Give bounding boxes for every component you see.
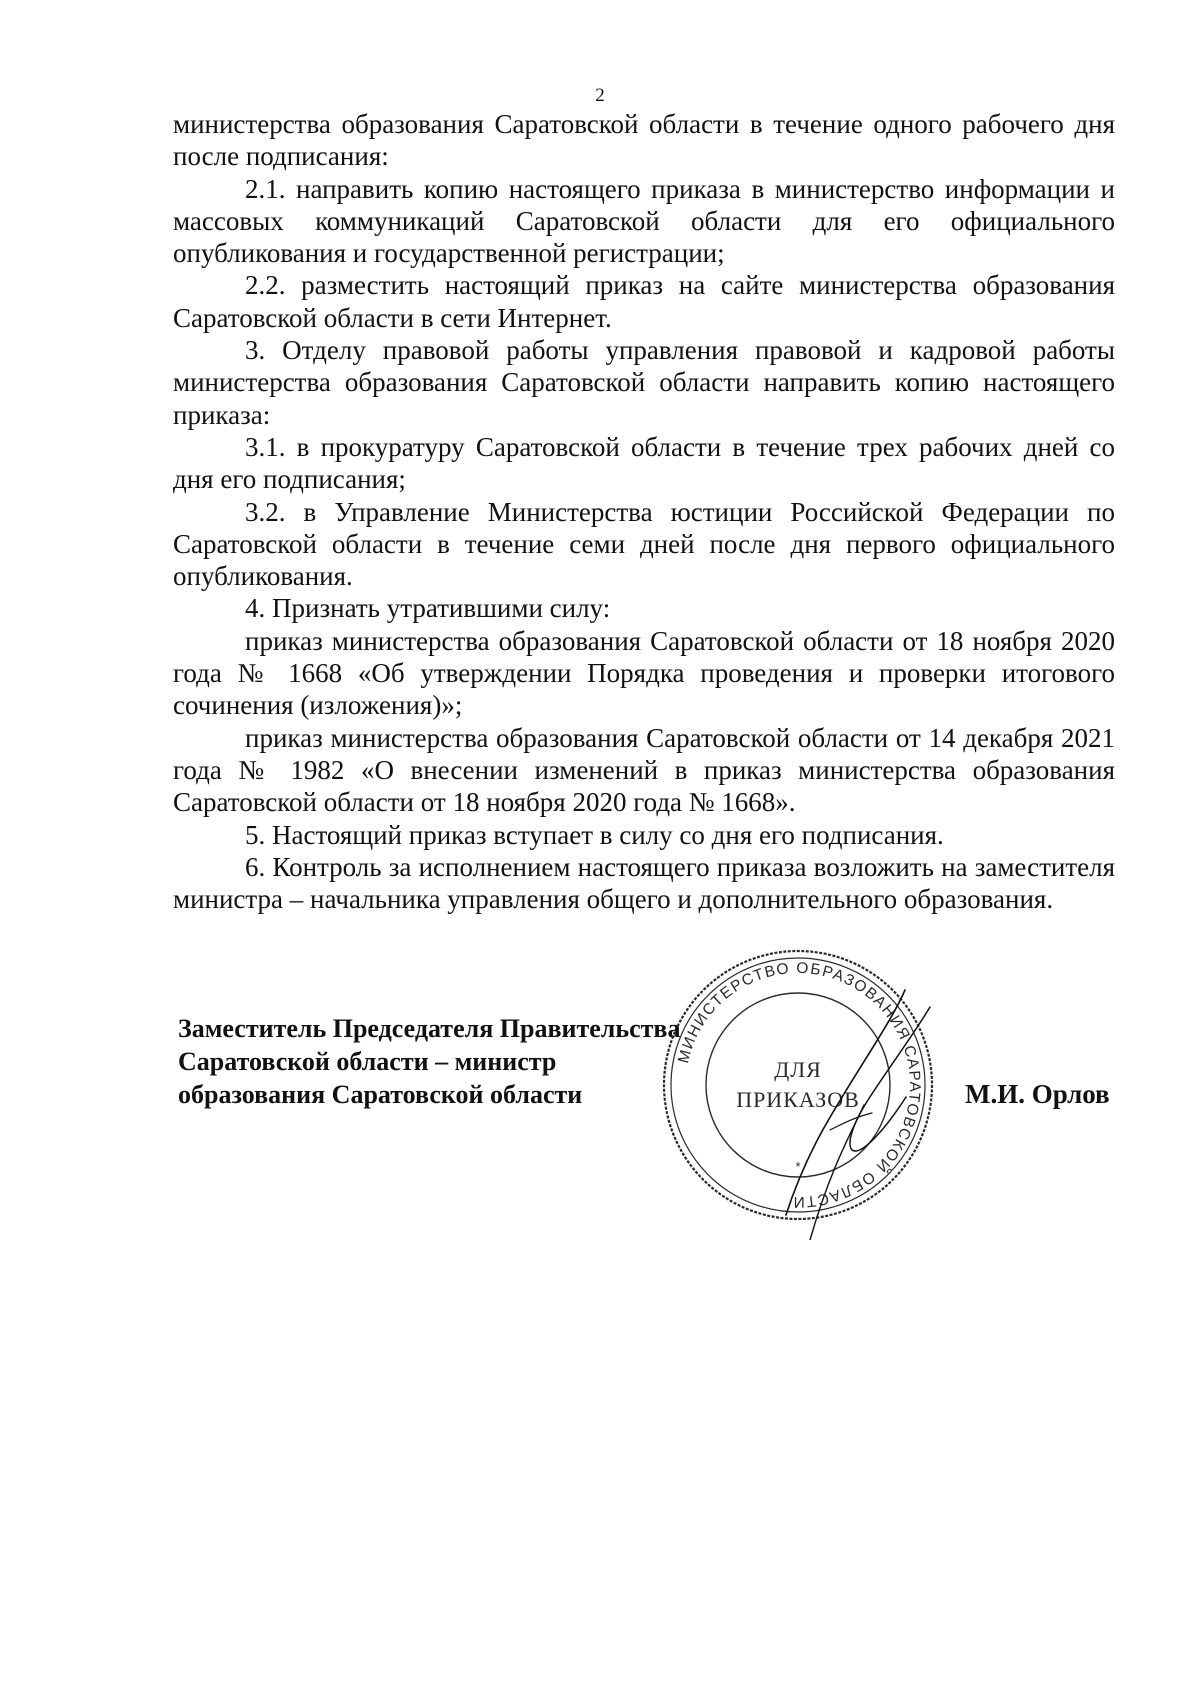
- page-number: 2: [595, 85, 605, 106]
- signature-title-line-1: Заместитель Председателя Правительства: [178, 1014, 681, 1043]
- paragraph-8: приказ министерства образования Саратовской области от 18 ноября 2020 года № 1668 «Об утверждении Порядка проведения и проверки итогового сочинения (изложения)»;: [173, 625, 1115, 721]
- signature-block: [178, 1012, 680, 1111]
- paragraph-5: 3.1. в прокуратуру Саратовской области в течение трех рабочих дней со дня его подписания;: [173, 431, 1115, 495]
- paragraph-7: 4. Признать утратившими силу:: [245, 593, 611, 624]
- stamp-star-icon: *: [795, 1159, 801, 1174]
- stamp-center-top: ДЛЯ: [774, 1057, 822, 1082]
- paragraph-4: 3. Отделу правовой работы управления правовой и кадровой работы министерства образования Саратовской области направить копию настоящего приказа:: [173, 335, 1115, 430]
- handwritten-signature: [780, 985, 1010, 1240]
- paragraph-2: 2.1. направить копию настоящего приказа в министерство информации и массовых коммуникаций Саратовской области для его официального опубликования и государственной регистрации;: [173, 173, 1115, 269]
- paragraph-11: 6. Контроль за исполнением настоящего приказа возложить на заместителя министра – начальника управления общего и дополнительного образования.: [173, 851, 1115, 915]
- stamp-ring-text: МИНИСТЕРСТВО ОБРАЗОВАНИЯ САРАТОВСКОЙ ОБЛАСТИ: [675, 959, 924, 1211]
- signature-title-line-2: Саратовской области – министр: [178, 1047, 557, 1076]
- signature-title-line-3: образования Саратовской области: [178, 1080, 583, 1109]
- paragraph-6: 3.2. в Управление Министерства юстиции Российской Федерации по Саратовской области в течение семи дней после дня первого официального опубликования.: [173, 496, 1115, 592]
- signer-name: М.И. Орлов: [965, 1079, 1110, 1109]
- paragraph-10: 5. Настоящий приказ вступает в силу со дня его подписания.: [245, 819, 944, 850]
- paragraph-1: министерства образования Саратовской области в течение одного рабочего дня после подписания:: [173, 109, 1115, 172]
- paragraph-9: приказ министерства образования Саратовской области от 14 декабря 2021 года № 1982 «О внесении изменений в приказ министерства образования Саратовской области от 18 ноября 2020 года № 1668».: [173, 722, 1115, 818]
- paragraph-3: 2.2. разместить настоящий приказ на сайте министерства образования Саратовской области в сети Интернет.: [173, 270, 1115, 333]
- document-body: [173, 108, 1115, 915]
- stamp-center-bottom: ПРИКАЗОВ: [736, 1087, 860, 1112]
